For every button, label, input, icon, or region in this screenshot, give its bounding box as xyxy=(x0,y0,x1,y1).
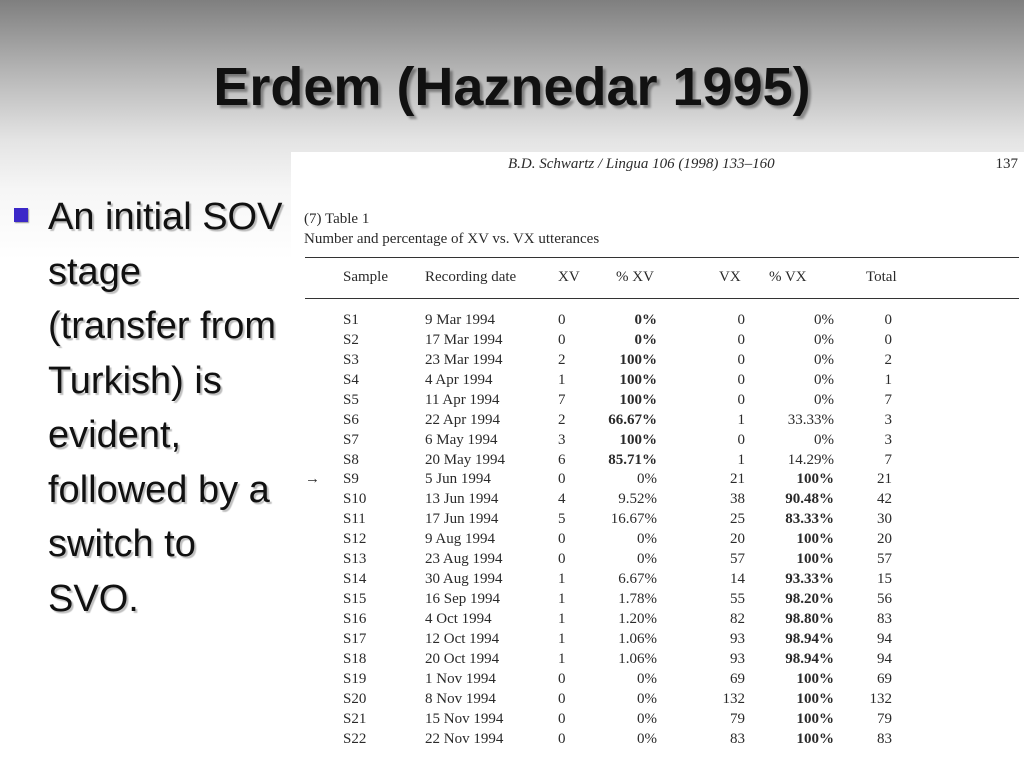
cell-percent-vx: 100% xyxy=(796,531,834,548)
column-header-percent-xv: % XV xyxy=(616,269,654,285)
cell-total: 69 xyxy=(877,670,892,687)
cell-percent-xv: 100% xyxy=(619,391,657,408)
cell-sample: S2 xyxy=(343,331,359,348)
cell-recording-date: 23 Aug 1994 xyxy=(425,551,503,568)
table-row xyxy=(291,591,1024,611)
table-row xyxy=(291,332,1024,352)
table-row xyxy=(291,551,1024,571)
cell-recording-date: 5 Jun 1994 xyxy=(425,471,491,488)
cell-percent-vx: 100% xyxy=(796,551,834,568)
cell-recording-date: 30 Aug 1994 xyxy=(425,571,503,588)
column-header-percent-vx: % VX xyxy=(769,269,807,285)
cell-percent-vx: 33.33% xyxy=(787,411,834,428)
table-row xyxy=(291,731,1024,751)
cell-recording-date: 17 Jun 1994 xyxy=(425,511,499,528)
cell-vx: 21 xyxy=(730,471,745,488)
cell-recording-date: 12 Oct 1994 xyxy=(425,630,500,647)
cell-percent-vx: 98.80% xyxy=(785,610,834,627)
cell-sample: S11 xyxy=(343,511,366,528)
cell-recording-date: 22 Apr 1994 xyxy=(425,411,500,428)
scanned-table-image xyxy=(291,152,1024,760)
cell-vx: 82 xyxy=(730,610,745,627)
cell-xv: 7 xyxy=(558,391,566,408)
table-row xyxy=(291,352,1024,372)
cell-percent-xv: 100% xyxy=(619,431,657,448)
cell-xv: 0 xyxy=(558,331,566,348)
cell-xv: 0 xyxy=(558,551,566,568)
cell-vx: 1 xyxy=(737,411,745,428)
table-label: (7) Table 1 xyxy=(304,211,370,227)
cell-percent-xv: 0% xyxy=(637,531,657,548)
cell-xv: 0 xyxy=(558,730,566,747)
cell-sample: S21 xyxy=(343,710,367,727)
table-row xyxy=(291,611,1024,631)
cell-percent-xv: 16.67% xyxy=(610,511,657,528)
cell-percent-vx: 0% xyxy=(814,312,834,328)
table-caption: Number and percentage of XV vs. VX utterances xyxy=(304,231,600,247)
table-top-rule xyxy=(305,257,1019,258)
cell-xv: 0 xyxy=(558,531,566,548)
cell-recording-date: 6 May 1994 xyxy=(425,431,498,448)
cell-total: 15 xyxy=(877,571,892,588)
cell-recording-date: 15 Nov 1994 xyxy=(425,710,504,727)
cell-xv: 4 xyxy=(558,491,566,508)
cell-percent-xv: 100% xyxy=(619,371,657,388)
cell-vx: 38 xyxy=(730,491,745,508)
table-row xyxy=(291,432,1024,452)
table-row xyxy=(291,631,1024,651)
cell-recording-date: 4 Apr 1994 xyxy=(425,371,493,388)
cell-percent-vx: 0% xyxy=(814,371,834,388)
row-marker-arrow: → xyxy=(305,471,320,488)
running-header: B.D. Schwartz / Lingua 106 (1998) 133–160 xyxy=(508,156,775,172)
cell-vx: 0 xyxy=(737,312,745,328)
cell-recording-date: 20 Oct 1994 xyxy=(425,650,500,667)
cell-sample: S3 xyxy=(343,351,359,368)
cell-percent-xv: 0% xyxy=(634,331,657,348)
table-row xyxy=(291,452,1024,472)
cell-vx: 55 xyxy=(730,591,745,608)
table-row xyxy=(291,491,1024,511)
bullet-square-icon xyxy=(14,208,28,222)
cell-percent-xv: 1.20% xyxy=(618,610,657,627)
cell-sample: S8 xyxy=(343,451,359,468)
cell-sample: S10 xyxy=(343,491,367,508)
cell-recording-date: 9 Mar 1994 xyxy=(425,312,495,328)
cell-percent-vx: 100% xyxy=(796,710,834,727)
cell-total: 94 xyxy=(877,630,892,647)
cell-total: 7 xyxy=(884,391,892,408)
cell-xv: 1 xyxy=(558,610,566,627)
cell-xv: 1 xyxy=(558,571,566,588)
column-header-recording-date: Recording date xyxy=(425,269,517,285)
table-row xyxy=(291,571,1024,591)
cell-xv: 2 xyxy=(558,411,566,428)
cell-total: 83 xyxy=(877,610,892,627)
cell-percent-xv: 1.06% xyxy=(618,650,657,667)
cell-vx: 0 xyxy=(737,391,745,408)
cell-percent-xv: 0% xyxy=(637,551,657,568)
cell-percent-vx: 83.33% xyxy=(785,511,834,528)
cell-percent-vx: 100% xyxy=(796,730,834,747)
cell-recording-date: 11 Apr 1994 xyxy=(425,391,500,408)
cell-total: 79 xyxy=(877,710,892,727)
cell-percent-xv: 6.67% xyxy=(618,571,657,588)
cell-sample: S16 xyxy=(343,610,367,627)
slide-title: Erdem (Haznedar 1995) xyxy=(213,57,811,117)
cell-percent-xv: 66.67% xyxy=(608,411,657,428)
cell-percent-vx: 0% xyxy=(814,351,834,368)
table-caption-block xyxy=(304,209,599,249)
cell-percent-xv: 0% xyxy=(637,730,657,747)
table-row xyxy=(291,691,1024,711)
cell-total: 7 xyxy=(884,451,892,468)
cell-vx: 57 xyxy=(730,551,745,568)
cell-vx: 79 xyxy=(730,710,745,727)
cell-sample: S4 xyxy=(343,371,359,388)
cell-vx: 1 xyxy=(737,451,745,468)
page-number: 137 xyxy=(995,156,1018,172)
cell-recording-date: 13 Jun 1994 xyxy=(425,491,499,508)
cell-total: 0 xyxy=(884,312,892,328)
cell-total: 132 xyxy=(869,690,892,707)
column-header-sample: Sample xyxy=(343,269,388,285)
cell-recording-date: 22 Nov 1994 xyxy=(425,730,504,747)
table-row xyxy=(291,412,1024,432)
table-row xyxy=(291,711,1024,731)
cell-recording-date: 17 Mar 1994 xyxy=(425,331,503,348)
cell-percent-xv: 100% xyxy=(619,351,657,368)
cell-percent-vx: 98.94% xyxy=(785,630,834,647)
cell-sample: S7 xyxy=(343,431,359,448)
cell-xv: 0 xyxy=(558,710,566,727)
cell-percent-xv: 85.71% xyxy=(608,451,657,468)
table-header-rule xyxy=(305,298,1019,299)
cell-vx: 0 xyxy=(737,371,745,388)
table-row xyxy=(291,671,1024,691)
cell-percent-vx: 0% xyxy=(814,391,834,408)
cell-recording-date: 20 May 1994 xyxy=(425,451,505,468)
cell-recording-date: 4 Oct 1994 xyxy=(425,610,492,627)
cell-xv: 1 xyxy=(558,630,566,647)
cell-percent-xv: 1.06% xyxy=(618,630,657,647)
cell-sample: S14 xyxy=(343,571,367,588)
cell-vx: 14 xyxy=(730,571,745,588)
cell-sample: S17 xyxy=(343,630,367,647)
cell-percent-xv: 0% xyxy=(637,670,657,687)
cell-sample: S9 xyxy=(343,471,359,488)
table-row xyxy=(291,312,1024,332)
cell-vx: 93 xyxy=(730,650,745,667)
cell-percent-vx: 98.94% xyxy=(785,650,834,667)
cell-percent-vx: 100% xyxy=(796,690,834,707)
cell-recording-date: 1 Nov 1994 xyxy=(425,670,496,687)
cell-total: 30 xyxy=(877,511,892,528)
cell-xv: 2 xyxy=(558,351,566,368)
cell-sample: S12 xyxy=(343,531,367,548)
cell-total: 2 xyxy=(884,351,892,368)
cell-recording-date: 16 Sep 1994 xyxy=(425,591,500,608)
cell-vx: 83 xyxy=(730,730,745,747)
cell-xv: 1 xyxy=(558,371,566,388)
cell-sample: S22 xyxy=(343,730,367,747)
cell-total: 57 xyxy=(877,551,892,568)
cell-xv: 0 xyxy=(558,312,566,328)
table-row xyxy=(291,392,1024,412)
cell-total: 83 xyxy=(877,730,892,747)
cell-percent-vx: 0% xyxy=(814,431,834,448)
cell-xv: 6 xyxy=(558,451,566,468)
cell-vx: 69 xyxy=(730,670,745,687)
cell-percent-vx: 100% xyxy=(796,471,834,488)
cell-sample: S6 xyxy=(343,411,359,428)
cell-percent-xv: 0% xyxy=(637,690,657,707)
cell-xv: 1 xyxy=(558,650,566,667)
cell-percent-xv: 1.78% xyxy=(618,591,657,608)
cell-total: 1 xyxy=(884,371,892,388)
table-row xyxy=(291,531,1024,551)
table-row xyxy=(291,471,1024,491)
table-row xyxy=(291,372,1024,392)
cell-total: 3 xyxy=(884,411,892,428)
cell-vx: 93 xyxy=(730,630,745,647)
cell-xv: 0 xyxy=(558,471,566,488)
cell-vx: 25 xyxy=(730,511,745,528)
cell-percent-xv: 0% xyxy=(637,471,657,488)
column-header-total: Total xyxy=(866,269,897,285)
cell-vx: 0 xyxy=(737,431,745,448)
cell-recording-date: 8 Nov 1994 xyxy=(425,690,496,707)
cell-percent-vx: 0% xyxy=(814,331,834,348)
cell-total: 21 xyxy=(877,471,892,488)
bullet-text: An initial SOV stage (transfer from Turkish) is evident, followed by a switch to SVO. xyxy=(48,196,283,620)
cell-sample: S1 xyxy=(343,312,359,328)
cell-sample: S20 xyxy=(343,690,367,707)
column-header-vx: VX xyxy=(719,269,741,285)
cell-recording-date: 9 Aug 1994 xyxy=(425,531,496,548)
cell-percent-xv: 9.52% xyxy=(618,491,657,508)
cell-percent-vx: 14.29% xyxy=(787,451,834,468)
cell-xv: 5 xyxy=(558,511,566,528)
cell-total: 20 xyxy=(877,531,892,548)
cell-total: 0 xyxy=(884,331,892,348)
cell-vx: 0 xyxy=(737,351,745,368)
cell-total: 94 xyxy=(877,650,892,667)
cell-total: 42 xyxy=(877,491,892,508)
cell-sample: S5 xyxy=(343,391,359,408)
cell-sample: S13 xyxy=(343,551,367,568)
table-row xyxy=(291,511,1024,531)
cell-percent-xv: 0% xyxy=(634,312,657,328)
cell-total: 3 xyxy=(884,431,892,448)
cell-sample: S18 xyxy=(343,650,367,667)
cell-xv: 1 xyxy=(558,591,566,608)
cell-vx: 20 xyxy=(730,531,745,548)
cell-xv: 3 xyxy=(558,431,566,448)
cell-percent-xv: 0% xyxy=(637,710,657,727)
column-header-xv: XV xyxy=(558,269,580,285)
cell-total: 56 xyxy=(877,591,892,608)
table-row xyxy=(291,651,1024,671)
cell-percent-vx: 98.20% xyxy=(785,591,834,608)
cell-percent-vx: 100% xyxy=(796,670,834,687)
cell-percent-vx: 90.48% xyxy=(785,491,834,508)
cell-vx: 0 xyxy=(737,331,745,348)
cell-recording-date: 23 Mar 1994 xyxy=(425,351,503,368)
cell-vx: 132 xyxy=(722,690,745,707)
cell-xv: 0 xyxy=(558,670,566,687)
cell-percent-vx: 93.33% xyxy=(785,571,834,588)
cell-sample: S19 xyxy=(343,670,367,687)
cell-xv: 0 xyxy=(558,690,566,707)
cell-sample: S15 xyxy=(343,591,367,608)
